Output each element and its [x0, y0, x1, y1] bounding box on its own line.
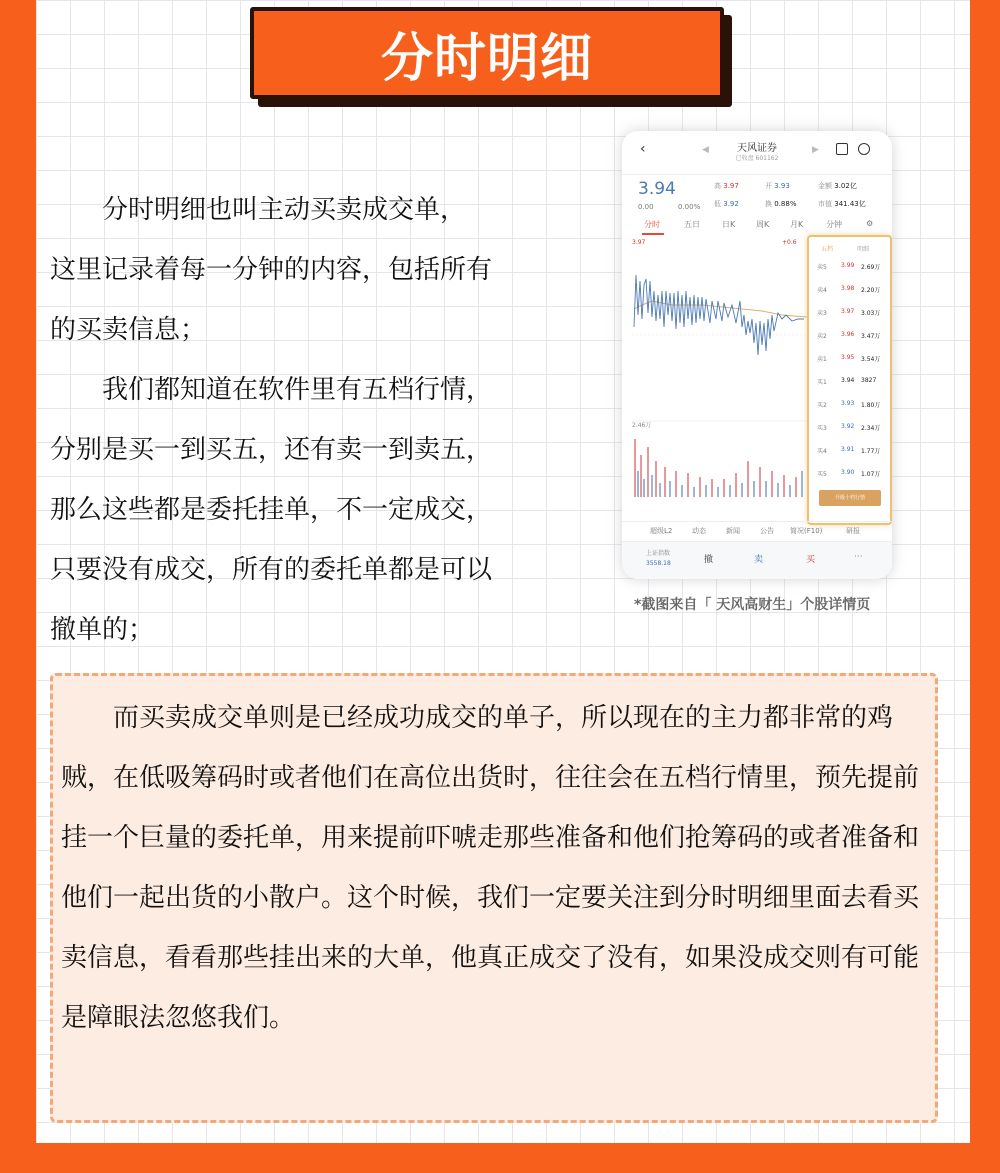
- order-book-row: 买1 3.94 3827: [817, 377, 877, 386]
- intro-text: [50, 180, 580, 660]
- intro-line: 撤单的；: [50, 615, 155, 645]
- back-icon[interactable]: ‹: [640, 141, 646, 157]
- intro-line: 我们都知道在软件里有五档行情，: [102, 375, 493, 405]
- price-change: 0.00: [638, 203, 654, 211]
- app-header: [622, 131, 892, 175]
- page-title: 分时明细: [380, 28, 593, 89]
- chart-top-label: 3.97: [632, 239, 646, 246]
- title-banner: [250, 7, 724, 99]
- index-value: 3558.18: [646, 560, 671, 567]
- intraday-chart: [632, 235, 807, 507]
- order-book-row: 买2 3.93 1.80万: [817, 400, 881, 409]
- more-icon[interactable]: ···: [854, 552, 863, 562]
- order-book-row: 卖5 3.99 2.69万: [817, 262, 881, 271]
- price-line: [634, 275, 804, 355]
- high-label: 高: [714, 182, 721, 190]
- order-book-panel: [807, 235, 892, 525]
- next-stock-icon[interactable]: ▶: [812, 145, 819, 155]
- settings-icon[interactable]: ⚙: [866, 219, 874, 228]
- buy-button[interactable]: 买: [806, 555, 816, 565]
- tab-weekly-k[interactable]: 周K: [756, 220, 770, 229]
- current-price: 3.94: [638, 179, 676, 199]
- order-book-row: 卖1 3.95 3.54万: [817, 354, 881, 363]
- open-value: 3.93: [774, 182, 790, 190]
- order-book-row: 卖3 3.97 3.03万: [817, 308, 881, 317]
- subtab-news[interactable]: 新闻: [726, 527, 740, 535]
- order-book-row: 买3 3.92 2.34万: [817, 423, 881, 432]
- mcap-label: 市值: [818, 200, 832, 208]
- screenshot-caption: *截图来自「 天风高财生」个股详情页: [634, 597, 871, 613]
- order-book-tabs: [815, 241, 885, 255]
- panel-text: 而买卖成交单则是已经成功成交的单子，所以现在的主力都非常的鸡贼，在低吸筹码时或者他们在高位出货时，往往会在五档行情里，预先提前挂一个巨量的委托单，用来提前吓唬走那些准备和他们抢筹码的或者准备和他们一起出货的小散户。这个时候，我们一定要关注到分时明细里面去看买卖信息，看看那些挂出来的大单，他真正成交了没有，如果没成交则有可能是障眼法忽悠我们。: [61, 703, 920, 1033]
- tab-minute[interactable]: 分钟: [826, 220, 842, 229]
- order-book-row: 买5 3.90 1.07万: [817, 469, 881, 478]
- low-value: 3.92: [723, 200, 739, 208]
- phone-screenshot: [622, 131, 892, 579]
- tab-five-levels[interactable]: 五档: [821, 246, 834, 253]
- tab-intraday[interactable]: 分时: [644, 220, 660, 229]
- stock-code: 已收盘 601162: [735, 155, 779, 162]
- intro-line: 的买卖信息；: [50, 315, 207, 345]
- bottom-action-bar: [622, 541, 892, 579]
- price-change-pct: 0.00%: [678, 203, 701, 211]
- tab-monthly-k[interactable]: 月K: [790, 220, 804, 229]
- high-value: 3.97: [723, 182, 739, 190]
- subtab-research[interactable]: 研报: [846, 527, 860, 535]
- mcap-value: 341.43亿: [834, 200, 866, 208]
- tab-five-day[interactable]: 五日: [684, 220, 700, 229]
- intro-line: 这里记录着每一分钟的内容，包括所有: [50, 255, 493, 285]
- subtab-dynamic[interactable]: 动态: [692, 527, 706, 535]
- prev-stock-icon[interactable]: ◀: [702, 145, 709, 155]
- watchlist-icon[interactable]: [836, 143, 848, 155]
- info-subtabs: [622, 521, 892, 539]
- chart-pct-label: +0.6: [782, 239, 797, 246]
- intro-line: 那么这些都是委托挂单，不一定成交，: [50, 495, 493, 525]
- volume-bars: [635, 439, 802, 497]
- subtab-notice[interactable]: 公告: [760, 527, 774, 535]
- open-label: 开: [765, 182, 772, 190]
- order-book-row: 买4 3.91 1.77万: [817, 446, 881, 455]
- turnover-label: 换: [765, 200, 772, 208]
- sell-button[interactable]: 卖: [754, 555, 764, 565]
- turnover-value: 0.88%: [774, 200, 797, 208]
- app-name: 天风证券: [737, 143, 777, 154]
- quote-panel: [622, 175, 892, 219]
- intro-line: 分别是买一到买五，还有卖一到卖五，: [50, 435, 493, 465]
- intro-line: 分时明细也叫主动买卖成交单，: [102, 195, 467, 225]
- order-book-row: 卖4 3.98 2.20万: [817, 285, 881, 294]
- upgrade-ten-levels-button[interactable]: 升级十档行情: [819, 490, 881, 506]
- tab-trade-detail[interactable]: 明细: [857, 246, 870, 253]
- highlight-panel: [50, 673, 938, 1123]
- chart-tabs: [622, 215, 892, 235]
- intro-line: 只要没有成交，所有的委托单都是可以: [50, 555, 493, 585]
- chart-vol-label: 2.46万: [632, 422, 652, 429]
- subtab-f10[interactable]: 简况(F10): [790, 527, 823, 535]
- amount-label: 金额: [818, 182, 832, 190]
- amount-value: 3.02亿: [834, 182, 857, 190]
- subtab-l2[interactable]: 超级L2: [650, 527, 673, 535]
- tab-daily-k[interactable]: 日K: [722, 220, 736, 229]
- cancel-order-button[interactable]: 撤: [704, 555, 714, 565]
- order-book-row: 卖2 3.96 3.47万: [817, 331, 881, 340]
- index-name: 上证指数: [646, 550, 671, 557]
- search-icon[interactable]: [858, 143, 870, 155]
- low-label: 低: [714, 200, 721, 208]
